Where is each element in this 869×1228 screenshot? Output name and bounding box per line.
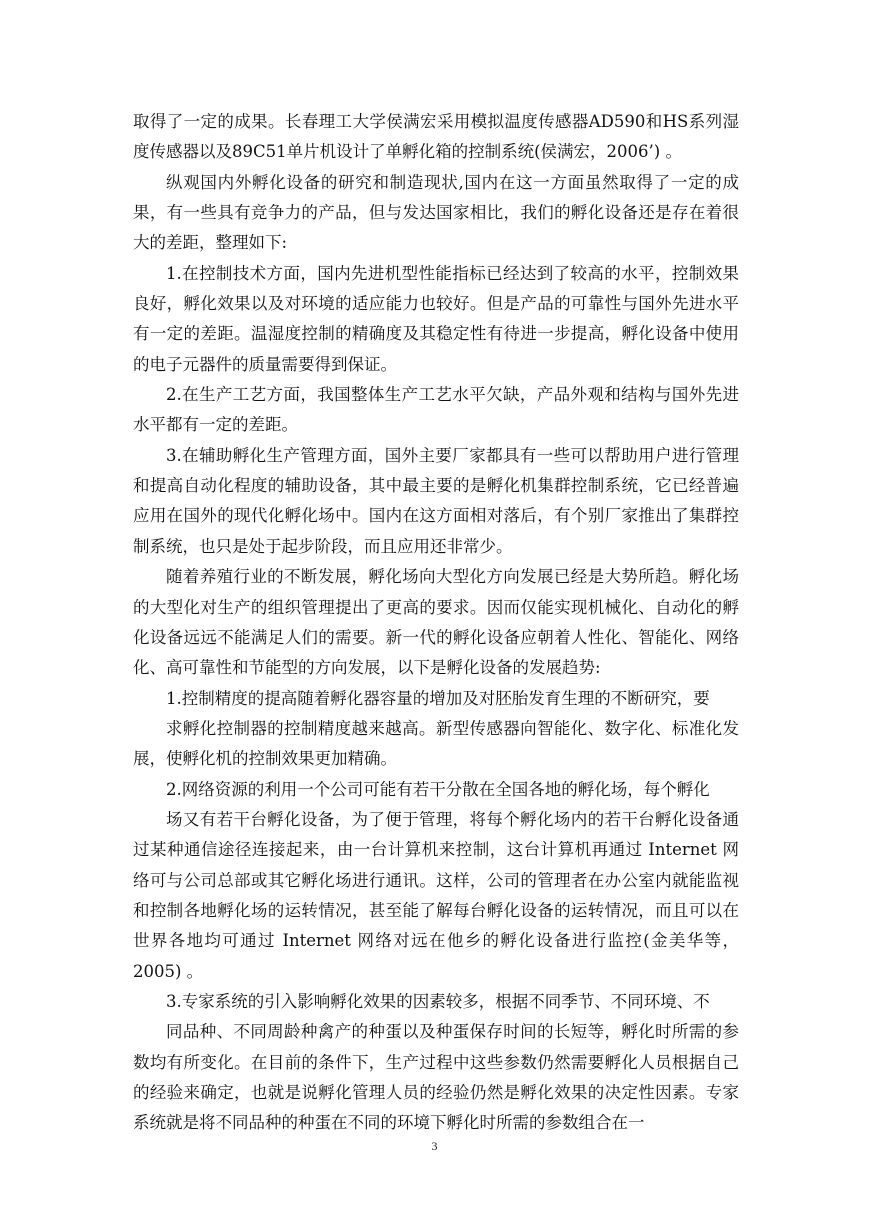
paragraph-overview: 纵观国内外孵化设备的研究和制造现状,国内在这一方面虽然取得了一定的成果，有一些具有竞争力的产品，但与发达国家相比，我们的孵化设备还是存在着很大的差距，整理如下: [133,172,739,253]
paragraph-gap-management: 3.在辅助孵化生产管理方面，国外主要厂家都具有一些可以帮助用户进行管理和提高自动化程度的辅助设备，其中最主要的是孵化机集群控制系统，它已经普遍应用在国外的现代化孵化场中。国内在这方面相对落后，有个别厂家推出了集群控制系统，也只是处于起步阶段，而且应用还非常少。 [133,445,739,556]
trend-1-heading-line: 1.控制精度的提高随着孵化器容量的增加及对胚胎发育生理的不断研究，要 [166,688,710,708]
page-number: 3 [431,1139,438,1153]
trend-3-heading-line: 3.专家系统的引入影响孵化效果的因素较多，根据不同季节、不同环境、不 [166,991,710,1011]
body-text [133,107,739,1139]
paragraph-continuation: 取得了一定的成果。长春理工大学侯满宏采用模拟温度传感器AD590和HS系列湿度传感器以及89C51单片机设计了单孵化箱的控制系统(侯满宏，2006’) 。 [133,112,739,162]
paragraph-trends-intro: 随着养殖行业的不断发展，孵化场向大型化方向发展已经是大势所趋。孵化场的大型化对生产的组织管理提出了更高的要求。因而仅能实现机械化、自动化的孵化设备远远不能满足人们的需要。新一代的孵化设备应朝着人性化、智能化、网络化、高可靠性和节能型的方向发展，以下是孵化设备的发展趋势: [133,567,739,678]
trend-2-body: 场又有若干台孵化设备，为了便于管理，将每个孵化场内的若干台孵化设备通过某种通信途径连接起来，由一台计算机来控制，这台计算机再通过 Internet 网络可与公司总部或其它孵化场进行通讯。这样，公司的管理者在办公室内就能监视和控制各地孵化场的运转情况，甚至能了解每台孵化设备的运转情况，而且可以在世界各地均可通过 Internet 网络对远在他乡的孵化设备进行监控(金美华等，2005) 。 [133,809,739,981]
trend-3-body: 同品种、不同周龄种禽产的种蛋以及种蛋保存时间的长短等，孵化时所需的参数均有所变化。在目前的条件下，生产过程中这些参数仍然需要孵化人员根据自己的经验来确定，也就是说孵化管理人员的经验仍然是孵化效果的决定性因素。专家系统就是将不同品种的种蛋在不同的环境下孵化时所需的参数组合在一 [133,1022,739,1133]
paragraph-gap-control-tech: 1.在控制技术方面，国内先进机型性能指标已经达到了较高的水平，控制效果良好，孵化效果以及对环境的适应能力也较好。但是产品的可靠性与国外先进水平有一定的差距。温湿度控制的精确度及其稳定性有待进一步提高，孵化设备中使用的电子元器件的质量需要得到保证。 [133,263,739,374]
paragraph-gap-production: 2.在生产工艺方面，我国整体生产工艺水平欠缺，产品外观和结构与国外先进水平都有一定的差距。 [133,385,739,435]
trend-1-body: 求孵化控制器的控制精度越来越高。新型传感器向智能化、数字化、标准化发展，使孵化机的控制效果更加精确。 [133,718,739,769]
trend-2-heading-line: 2.网络资源的利用一个公司可能有若干分散在全国各地的孵化场，每个孵化 [166,779,710,799]
